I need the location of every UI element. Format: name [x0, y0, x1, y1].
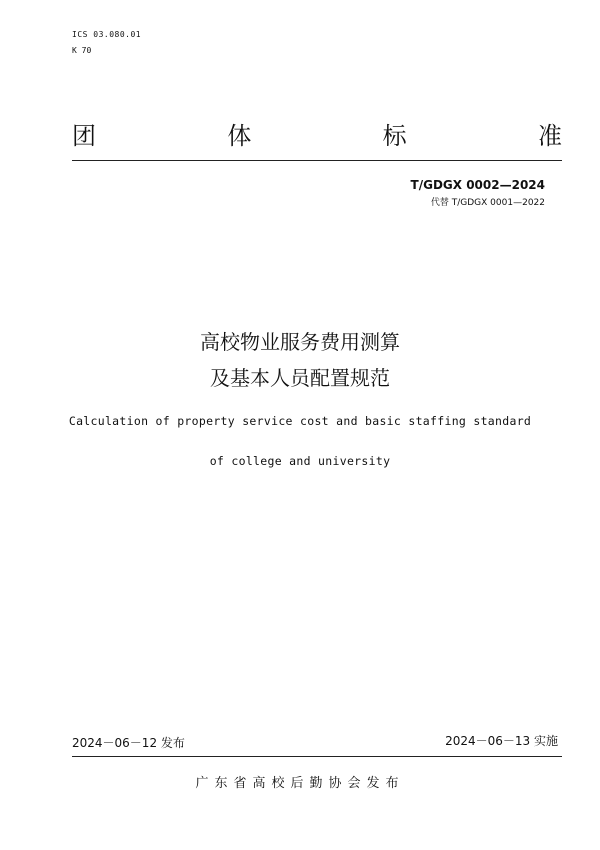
ics-code: ICS 03.080.01: [72, 30, 142, 39]
bottom-divider: [72, 756, 562, 757]
standard-type-char: 标: [382, 122, 407, 150]
classification-code: K 70: [72, 46, 92, 55]
title-chinese-line2: 及基本人员配置规范: [210, 366, 390, 390]
standard-number: T/GDGX 0002—2024: [410, 178, 545, 192]
title-english-line1: Calculation of property service cost and basic staffing standard: [68, 414, 532, 428]
title-chinese-line1: 高校物业服务费用测算: [200, 330, 400, 354]
standard-type-char: 团: [72, 122, 96, 150]
top-divider: [72, 160, 562, 161]
standard-type-char: 准: [537, 122, 562, 150]
issue-date: 2024－06－12 发布: [72, 736, 185, 750]
title-english-line2: of college and university: [209, 454, 391, 468]
implementation-date: 2024－06－13 实施: [445, 734, 558, 748]
publisher: 广东省高校后勤协会发布: [195, 776, 405, 791]
standard-type-heading: [72, 116, 562, 148]
replaced-standard-number: 代替 T/GDGX 0001—2022: [430, 198, 545, 208]
standard-type-char: 体: [227, 122, 252, 150]
